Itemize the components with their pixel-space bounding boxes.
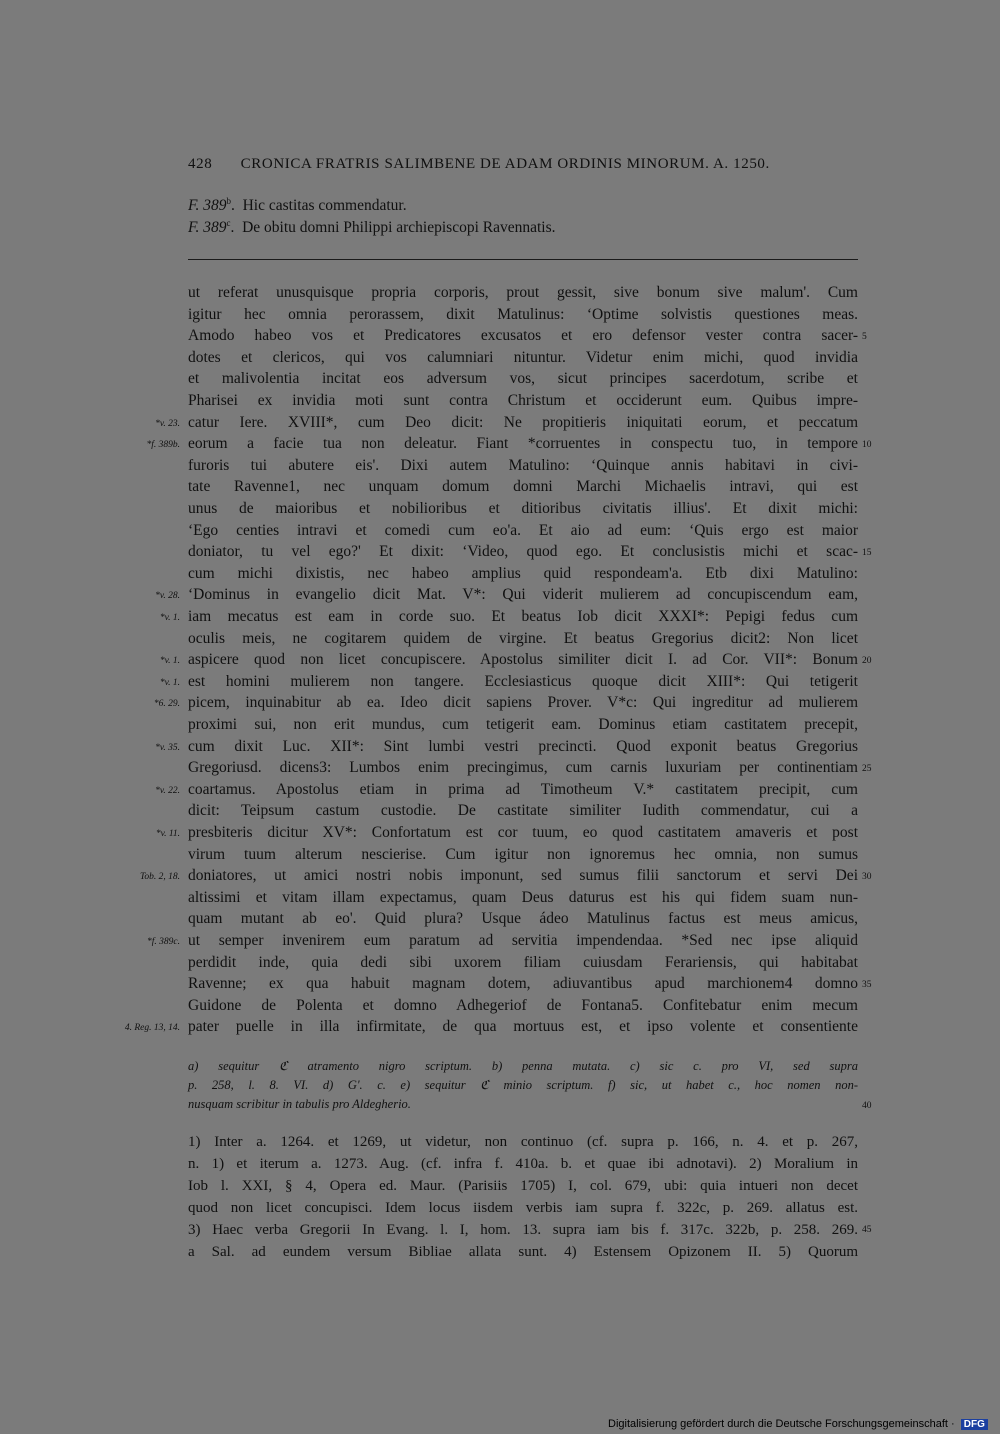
text-line: oculis meis, ne cogitarem quidem de virgine. Et beatus Gregorius dicit2: Non licet: [188, 629, 858, 647]
margin-reference: 4. Reg. 13, 14.: [124, 1023, 180, 1034]
margin-reference: *f. 389b.: [146, 440, 180, 451]
toc-ref: F. 389: [188, 197, 227, 215]
line-number: 10: [862, 440, 872, 451]
text-line: perdidit inde, quia dedi sibi uxorem filiam cuiusdam Ferariensis, qui habitabat: [188, 953, 858, 971]
text-line: cum michi dixistis, nec habeo amplius quid respondeam'a. Etb dixi Matulino:: [188, 564, 858, 582]
text-line: Pharisei ex invidia moti sunt contra Christum et occiderunt eum. Quibus impre-: [188, 392, 858, 409]
running-title: CRONICA FRATRIS SALIMBENE DE ADAM ORDINIS MINORUM. A. 1250.: [240, 156, 770, 172]
text-line: coartamus. Apostolus etiam in prima ad Timotheum V.* castitatem precipit, cum: [188, 780, 858, 798]
footnote-line: n. 1) et iterum a. 1273. Aug. (cf. infra f. 410a. b. et quae ibi adnotavi). 2) Moralium in: [188, 1156, 858, 1172]
margin-reference: *v. 1.: [159, 613, 180, 623]
margin-reference: *v. 23.: [155, 418, 180, 429]
line-number: 5: [862, 332, 867, 343]
apparatus-line-number: 40: [862, 1101, 872, 1111]
margin-reference: Tob. 2, 18.: [139, 872, 180, 883]
toc-sup: c: [226, 218, 231, 228]
text-line: aspicere quod non licet concupiscere. Apostolus similiter dicit I. ad Cor. VII*: Bonum: [188, 651, 858, 669]
margin-reference: *v. 1.: [159, 677, 180, 688]
footer-text: Digitalisierung gefördert durch die Deutsche Forschungsgemeinschaft: [608, 1418, 948, 1430]
text-line: altissimi et vitam illam expectamus, quam Deus daturus est his qui fidem suam nun-: [188, 888, 858, 906]
text-line: furoris tui abutere eis'. Dixi autem Matulino: ‘Quinque annis habitavi in civi-: [188, 456, 858, 474]
text-line: tate Ravenne1, nec unquam domum domni Marchi Michaelis intravi, qui est: [188, 478, 858, 496]
margin-reference: *v. 22.: [155, 785, 180, 796]
text-line: picem, inquinabitur ab ea. Ideo dicit sapiens Prover. V*c: Qui ingreditur ad mulierem: [188, 694, 858, 712]
separator-rule: [188, 259, 858, 260]
margin-reference: *f. 389c.: [147, 937, 180, 947]
apparatus-line: p. 258, l. 8. VI. d) G'. c. e) sequitur ℭ minio scriptum. f) sic, ut habet c., hoc nomen non-: [188, 1078, 858, 1092]
text-line: iam mecatus est eam in corde suo. Et beatus Iob dicit XXXI*: Pepigi fedus cum: [188, 608, 858, 625]
text-line: virum tuum alterum nescierise. Cum igitur non ignoremus hec omnia, non sumus: [188, 845, 858, 863]
text-line: pater puelle in illa infirmitate, de qua mortuus est, et ipso volente et consentiente: [188, 1018, 858, 1036]
text-line: ‘Dominus in evangelio dicit Mat. V*: Qui viderit mulierem ad concupiscendum eam,: [188, 586, 858, 604]
apparatus-line: nusquam scribitur in tabulis pro Aldegherio.: [188, 1097, 411, 1111]
page-number: 428: [188, 156, 213, 172]
toc-sup: b: [226, 196, 231, 206]
apparatus-line: a) sequitur ℭ atramento nigro scriptum. b) penna mutata. c) sic c. pro VI, sed supra: [188, 1059, 858, 1073]
line-number: 20: [862, 656, 872, 667]
footnote-line: 1) Inter a. 1264. et 1269, ut videtur, non continuo (cf. supra p. 166, n. 4. et p. 267,: [188, 1134, 858, 1150]
line-number: 15: [862, 548, 872, 559]
footer: Digitalisierung gefördert durch die Deutsche Forschungsgemeinschaft · DFG: [608, 1418, 988, 1430]
margin-reference: *v. 11.: [155, 829, 180, 839]
line-number: 35: [862, 980, 872, 991]
toc-entry: F. 389$^b$. Hic castitas commendatur.: [188, 196, 407, 215]
margin-reference: *v. 35.: [155, 742, 180, 753]
text-line: ut semper invenirem eum paratum ad servitia impendendaa. *Sed nec ipse aliquid: [188, 932, 858, 949]
text-line: presbiteris dicitur XV*: Confortatum est cor tuum, eo quod castitatem amaveris et post: [188, 824, 858, 841]
text-line: Ravenne; ex qua habuit magnam dotem, adiuvantibus apud marchionem4 domno: [188, 975, 858, 993]
text-line: cum dixit Luc. XII*: Sint lumbi vestri precincti. Quod exponit beatus Gregorius: [188, 737, 858, 755]
notes-line-number: 45: [862, 1225, 872, 1235]
text-line: dotes et clericos, qui vos calumniari nituntur. Videtur enim michi, quod invidia: [188, 348, 858, 366]
text-line: Guidone de Polenta et domno Adhegeriof de Fontana5. Confitebatur enim mecum: [188, 996, 858, 1014]
text-line: Gregoriusd. dicens3: Lumbos enim precingimus, cum carnis luxuriam per continentiam: [188, 759, 858, 777]
text-line: doniatores, ut amici nostri nobis imponunt, sed sumus filii sanctorum et servi Dei: [188, 867, 858, 885]
text-line: catur Iere. XVIII*, cum Deo dicit: Ne propitieris iniquitati eorum, et peccatum: [188, 413, 858, 431]
margin-reference: *6. 29.: [153, 699, 180, 710]
margin-reference: *v. 28.: [155, 591, 180, 602]
toc-text: De obitu domni Philippi archiepiscopi Ravennatis.: [242, 219, 556, 237]
text-line: Amodo habeo vos et Predicatores excusatos et ero defensor vester contra sacer-: [188, 327, 858, 345]
footnote-line: Iob l. XXI, § 4, Opera ed. Maur. (Parisiis 1705) I, col. 679, ubi: quia intueri non decet: [188, 1178, 858, 1194]
page-header: [188, 156, 858, 173]
footnote-line: 3) Haec verba Gregorii In Evang. l. I, hom. 13. supra iam bis f. 317c. 322b, p. 258. 269.: [188, 1222, 858, 1238]
text-line: doniator, tu vel ego?' Et dixit: ‘Video, quod ego. Et conclusistis michi et scac-: [188, 543, 858, 561]
text-line: et malivolentia incitat eos adversum vos, sicut principes sacerdotum, scribe et: [188, 370, 858, 388]
text-line: proximi sui, non erit mundus, cum tetigerit eam. Dominus etiam castitatem precepit,: [188, 716, 858, 733]
text-line: dicit: Teipsum castum custodie. De castitate similiter Iudith commendatur, cui a: [188, 802, 858, 820]
text-line: ‘Ego centies intravi et comedi cum eo'a. Et aio ad eum: ‘Quis ergo est maior: [188, 521, 858, 539]
toc-ref: F. 389: [188, 219, 227, 237]
dfg-logo-icon: DFG: [961, 1419, 988, 1430]
toc-text: Hic castitas commendatur.: [242, 197, 407, 215]
text-line: eorum a facie tua non deleatur. Fiant *corruentes in conspectu tuo, in tempore: [188, 435, 858, 453]
text-line: ut referat unusquisque propria corporis, prout gessit, sive bonum sive malum'. Cum: [188, 284, 858, 301]
text-line: unus de maioribus et nobilioribus et ditioribus civitatis illius'. Et dixit michi:: [188, 500, 858, 517]
footnote-line: a Sal. ad eundem versum Bibliae allata sunt. 4) Estensem Opizonem II. 5) Quorum: [188, 1244, 858, 1260]
footnote-line: quod non licet concupisci. Idem locus iisdem verbis iam supra f. 322c, p. 269. allatus est.: [188, 1200, 858, 1216]
text-line: quam mutant ab eo'. Quid plura? Usque ádeo Matulinus factus est meus amicus,: [188, 910, 858, 928]
line-number: 25: [862, 764, 872, 775]
line-number: 30: [862, 872, 872, 883]
margin-reference: *v. 1.: [159, 656, 180, 667]
text-line: est homini mulierem non tangere. Ecclesiasticus quoque dicit XIII*: Qui tetigerit: [188, 672, 858, 690]
text-line: igitur hec omnia perorassem, dixit Matulinus: ‘Optime solvistis questiones meas.: [188, 305, 858, 323]
toc-entry: F. 389$^c$. De obitu domni Philippi archiepiscopi Ravennatis.: [188, 218, 556, 237]
